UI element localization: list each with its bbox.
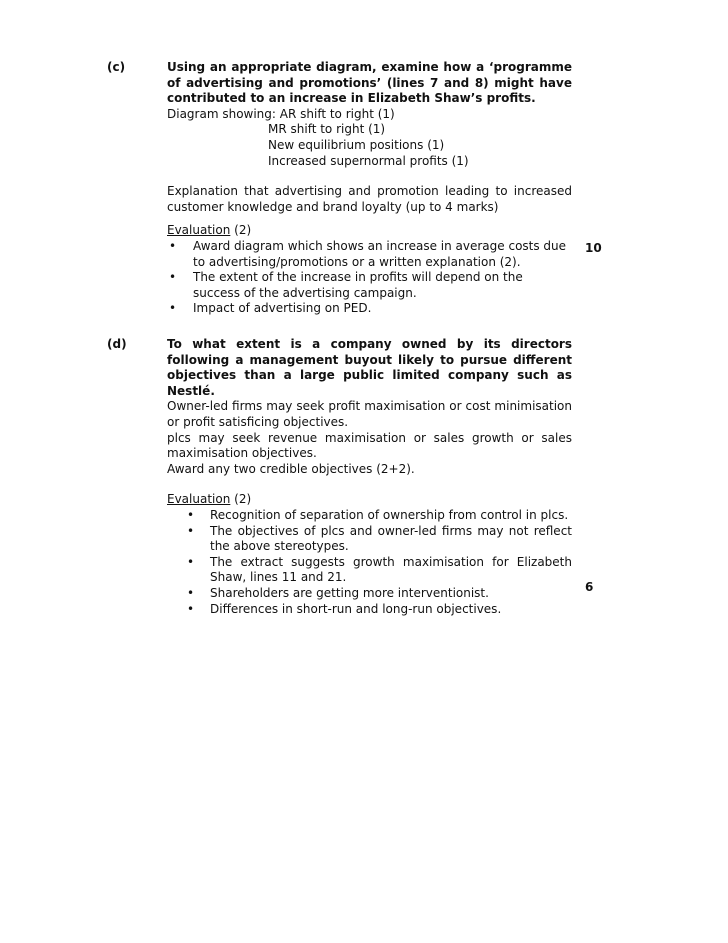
evaluation-point: Impact of advertising on PED. (193, 301, 372, 316)
list-item (167, 524, 572, 555)
bullet-icon: • (187, 507, 195, 522)
part-d-label: (d) (107, 337, 127, 351)
evaluation-point: Award diagram which shows an increase in average costs due to advertising/promotions or a written explanation (2). (193, 238, 567, 269)
list-item (167, 586, 572, 602)
evaluation-point: The extract suggests growth maximisation for Elizabeth Shaw, lines 11 and 21. (210, 554, 572, 585)
evaluation-point: Recognition of separation of ownership from control in plcs. (210, 507, 569, 522)
part-d-paragraph: plcs may seek revenue maximisation or sales growth or sales maximisation objectives. (167, 430, 572, 461)
part-c-body (167, 60, 572, 317)
part-c-label: (c) (107, 60, 126, 74)
evaluation-point: Differences in short-run and long-run objectives. (210, 601, 502, 616)
part-c-marks: 10 (585, 241, 602, 255)
part-c-evaluation-heading (167, 223, 572, 239)
evaluation-marks: (2) (230, 223, 252, 238)
evaluation-point: The extent of the increase in profits will depend on the success of the advertising campaign. (193, 270, 523, 300)
diagram-criterion: MR shift to right (1) (268, 122, 386, 137)
diagram-criterion: New equilibrium positions (1) (268, 137, 445, 152)
list-item (167, 239, 572, 270)
part-d-marks: 6 (585, 580, 594, 594)
list-item (167, 508, 572, 524)
bullet-icon: • (169, 270, 177, 285)
list-item (167, 602, 572, 618)
evaluation-marks: (2) (230, 492, 252, 507)
part-d-paragraph: Award any two credible objectives (2+2). (167, 461, 415, 476)
bullet-icon: • (187, 523, 195, 538)
part-c-question: Using an appropriate diagram, examine how a ‘programme of advertising and promotions’ (lines 7 and 8) might have contributed to an increase in Elizabeth Shaw’s profits. (167, 60, 572, 106)
bullet-icon: • (187, 601, 195, 616)
list-item (167, 270, 572, 301)
bullet-icon: • (187, 585, 195, 600)
part-d-evaluation-heading (167, 492, 572, 508)
bullet-icon: • (169, 238, 177, 253)
diagram-criterion: Increased supernormal profits (1) (268, 153, 469, 168)
part-d-question: To what extent is a company owned by its directors following a management buyout likely to pursue different objectives than a large public limited company such as Nestlé. (167, 337, 572, 398)
list-item (167, 555, 572, 586)
list-item (167, 301, 572, 317)
bullet-icon: • (169, 301, 177, 316)
part-d-paragraph: Owner-led firms may seek profit maximisation or cost minimisation or profit satisficing objectives. (167, 399, 572, 429)
bullet-icon: • (187, 554, 195, 569)
evaluation-heading: Evaluation (167, 492, 231, 507)
diagram-intro: Diagram showing: AR shift to right (1) (167, 106, 395, 121)
evaluation-point: The objectives of plcs and owner-led firms may not reflect the above stereotypes. (210, 523, 572, 554)
part-c-explanation: Explanation that advertising and promotion leading to increased customer knowledge and brand loyalty (up to 4 marks) (167, 184, 572, 214)
evaluation-point: Shareholders are getting more interventionist. (210, 585, 489, 600)
evaluation-heading: Evaluation (167, 223, 231, 238)
part-d-body (167, 337, 572, 617)
